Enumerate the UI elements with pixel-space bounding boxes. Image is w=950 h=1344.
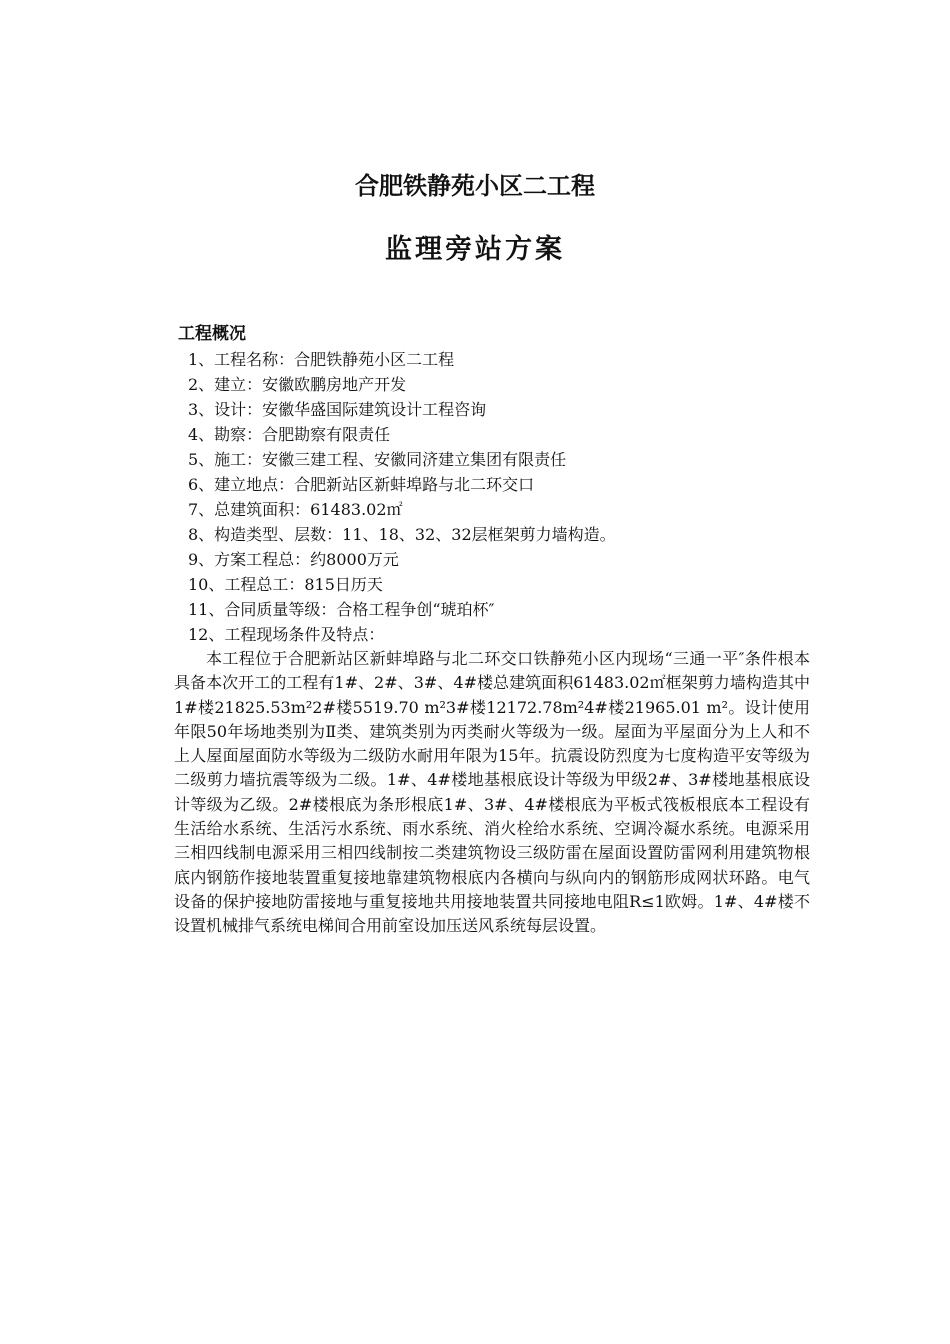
- list-item: 6、建立地点：合肥新站区新蚌埠路与北二环交口: [188, 475, 535, 494]
- document-body: [174, 322, 810, 939]
- document-subtitle: 监理旁站方案: [385, 234, 565, 265]
- list-item: 5、施工：安徽三建工程、安徽同济建立集团有限责任: [188, 450, 567, 469]
- list-item: 8、构造类型、层数：11、18、32、32层框架剪力墙构造。: [188, 525, 616, 544]
- list-item: 12、工程现场条件及特点：: [188, 625, 385, 644]
- list-item: 1、工程名称：合肥铁静苑小区二工程: [188, 350, 455, 369]
- list-item: 4、勘察：合肥勘察有限责任: [188, 425, 391, 444]
- section-heading: 工程概况: [178, 324, 246, 344]
- list-item: 2、建立：安徽欧鹏房地产开发: [188, 375, 407, 394]
- list-item: 10、工程总工：815日历天: [188, 575, 383, 594]
- list-item: 9、方案工程总：约8000万元: [188, 550, 399, 569]
- site-conditions-paragraph: 本工程位于合肥新站区新蚌埠路与北二环交口铁静苑小区内现场“三通一平″条件根本具备本次开工的工程有1#、2#、3#、4#楼总建筑面积61483.02㎡框架剪力墙构造其中1#楼21825.53m²2#楼5519.70 m²3#楼12172.78m²4#楼21965.01 m²。设计使用年限50年场地类别为Ⅱ类、建筑类别为丙类耐火等级为一级。屋面为平屋面分为上人和不上人屋面屋面防水等级为二级防水耐用年限为15年。抗震设防烈度为七度构造平安等级为二级剪力墙抗震等级为二级。1#、4#楼地基根底设计等级为甲级2#、3#楼地基根底设计等级为乙级。2#楼根底为条形根底1#、3#、4#楼根底为平板式筏板根底本工程设有生活给水系统、生活污水系统、雨水系统、消火栓给水系统、空调冷凝水系统。电源采用三相四线制电源采用三相四线制按二类建筑物设三级防雷在屋面设置防雷网利用建筑物根底内钢筋作接地装置重复接地靠建筑物根底内各横向与纵向内的钢筋形成网状环路。电气设备的保护接地防雷接地与重复接地共用接地装置共同接地电阻R≤1欧姆。1#、4#楼不设置机械排气系统电梯间合用前室设加压送风系统每层设置。: [174, 649, 810, 936]
- list-item: 11、合同质量等级：合格工程争创“琥珀杯″: [188, 600, 495, 619]
- project-info-list: [174, 347, 810, 647]
- list-item: 7、总建筑面积：61483.02㎡: [188, 500, 403, 519]
- list-item: 3、设计：安徽华盛国际建筑设计工程咨询: [188, 400, 487, 419]
- document-title: 合肥铁静苑小区二工程: [355, 172, 595, 200]
